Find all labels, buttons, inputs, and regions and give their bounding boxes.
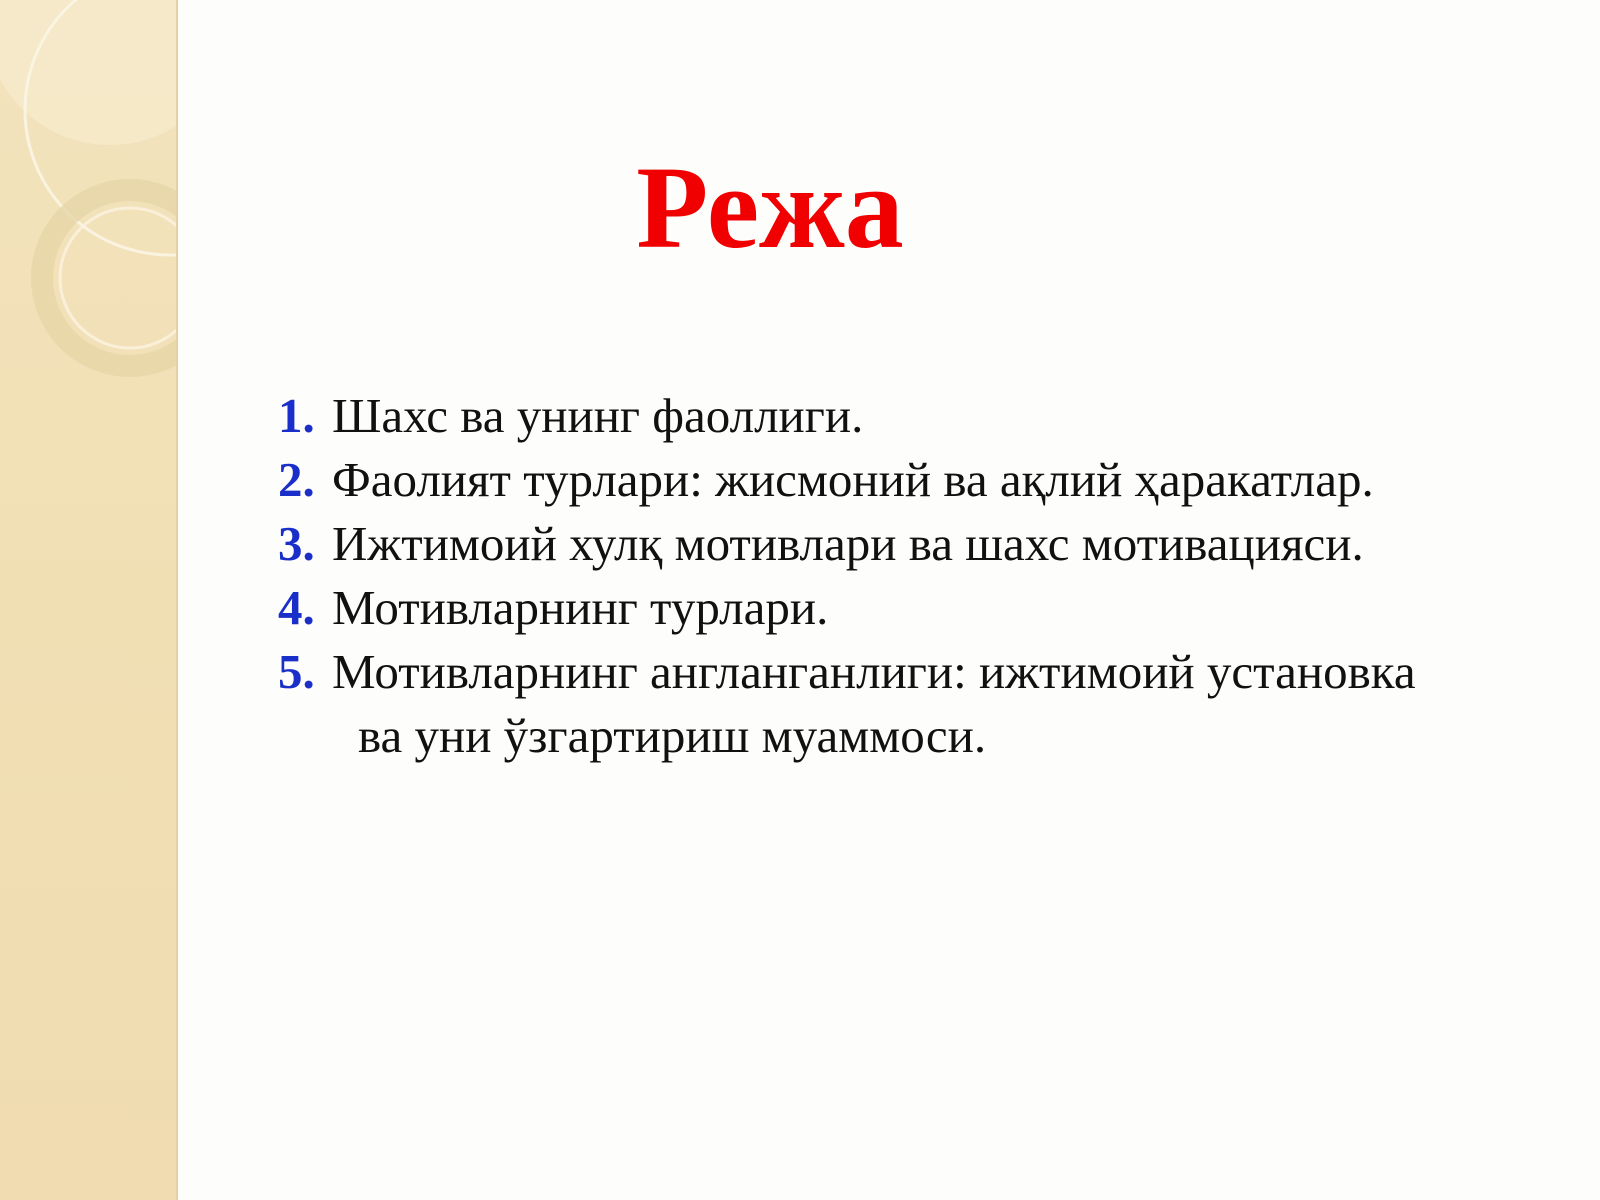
item-number: 2. [278,452,315,507]
item-text: Фаолият турлари: жисмоний ва ақлий ҳаракатлар. [332,452,1374,507]
decorative-circles [0,0,176,1200]
plan-list [278,384,1578,768]
plan-item-1 [278,384,1578,448]
item-text: Шахс ва унинг фаоллиги. [332,388,864,443]
item-number: 3. [278,516,315,571]
item-text: Мотивларнинг англанганлиги: ижтимоий установка [332,644,1416,699]
item-text-continuation: ва уни ўзгартириш муаммоси. [358,708,987,763]
decorative-sidebar [0,0,178,1200]
plan-item-4 [278,576,1578,640]
slide-title: Режа [636,142,904,273]
item-number: 1. [278,388,315,443]
item-text: Мотивларнинг турлари. [332,580,829,635]
item-text: Ижтимоий хулқ мотивлари ва шахс мотивацияси. [332,516,1364,571]
item-number: 5. [278,644,315,699]
item-number: 4. [278,580,315,635]
plan-item-2 [278,448,1578,512]
plan-item-3 [278,512,1578,576]
plan-item-5 [278,640,1578,768]
